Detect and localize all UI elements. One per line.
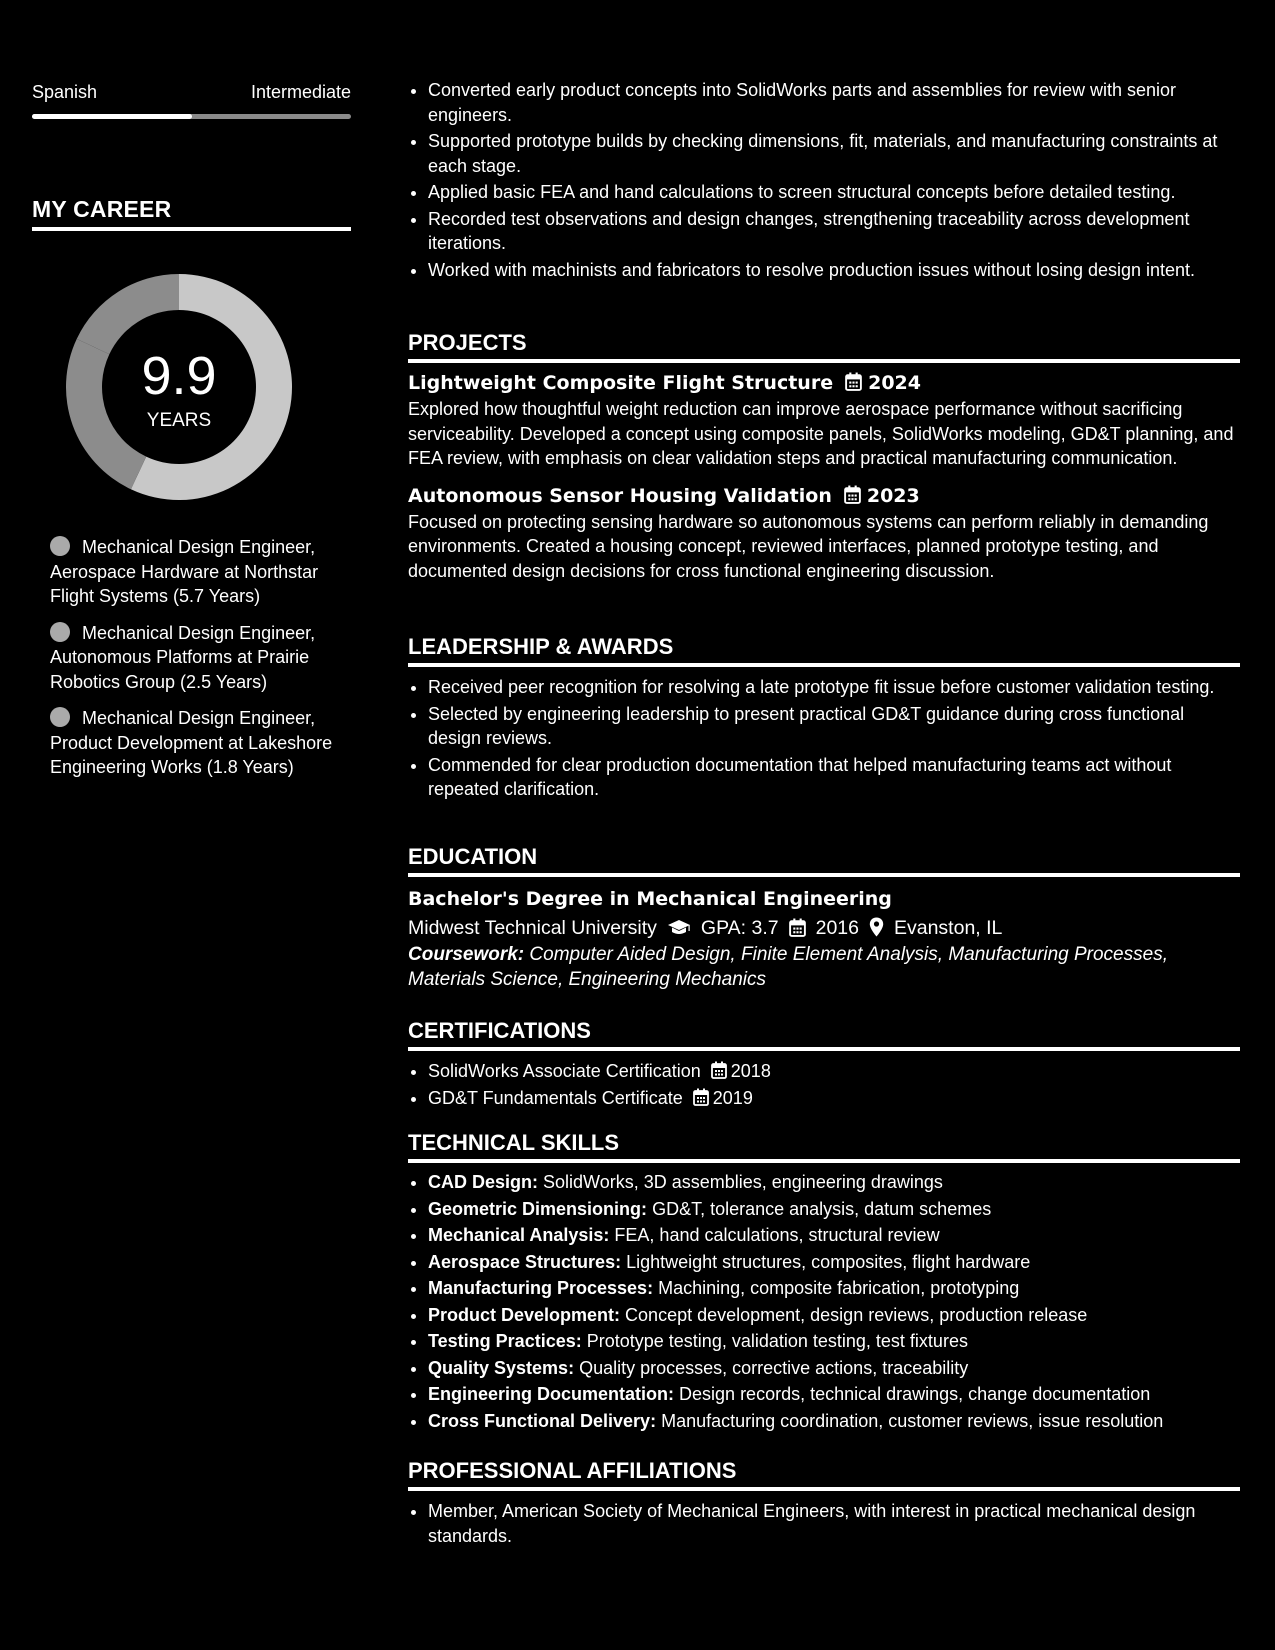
- coursework-text: Computer Aided Design, Finite Element Analysis, Manufacturing Processes, Materials Science, Engineering Mechanics: [408, 944, 1168, 990]
- career-item-text: Mechanical Design Engineer, Product Development at Lakeshore Engineering Works (1.8 Years): [50, 708, 333, 777]
- skill-value: SolidWorks, 3D assemblies, engineering drawings: [543, 1172, 943, 1192]
- skills-heading: TECHNICAL SKILLS: [408, 1130, 620, 1155]
- calendar-icon: [844, 485, 861, 504]
- skills-section: [408, 1130, 1240, 1435]
- skill-label: Geometric Dimensioning:: [428, 1198, 648, 1219]
- skill-value: Machining, composite fabrication, prototyping: [658, 1278, 1020, 1298]
- certification-item: [428, 1059, 1240, 1084]
- education-location: Evanston, IL: [893, 917, 1003, 939]
- skill-value: Manufacturing coordination, customer reviews, issue resolution: [661, 1410, 1164, 1431]
- leadership-item: • Received peer recognition for resolving a late prototype fit issue before customer validation testing.: [428, 675, 1240, 700]
- certifications-section: [408, 1018, 1240, 1112]
- coursework: [408, 943, 1240, 992]
- leadership-item: • Commended for clear production documentation that helped manufacturing teams act without repeated clarification.: [428, 753, 1240, 802]
- skill-item: [428, 1382, 1240, 1407]
- project-description: Focused on protecting sensing hardware so autonomous systems can perform reliably in demanding environments. Created a housing concept, reviewed interfaces, planned prototype testing, and documented design decisions for cross functional engineering discussion.: [408, 511, 1209, 581]
- skill-label: Testing Practices:: [428, 1331, 582, 1351]
- career-item-text: Mechanical Design Engineer, Autonomous Platforms at Prairie Robotics Group (2.5 Years): [50, 622, 316, 692]
- skill-item: [428, 1276, 1240, 1301]
- affiliations-list: [408, 1499, 1240, 1548]
- projects-section: [408, 330, 1240, 583]
- certification-year: 2018: [730, 1061, 771, 1081]
- calendar-icon: [845, 372, 862, 391]
- experience-bullet: • Applied basic FEA and hand calculations to screen structural concepts before detailed testing.: [428, 180, 1240, 205]
- map-pin-icon: [869, 917, 884, 937]
- language-name: Spanish: [32, 82, 98, 102]
- skill-label: Engineering Documentation:: [428, 1384, 675, 1404]
- projects-heading: PROJECTS: [408, 330, 527, 355]
- calendar-icon: [789, 918, 806, 937]
- skill-value: Quality processes, corrective actions, traceability: [579, 1357, 969, 1378]
- skill-label: CAD Design:: [428, 1172, 539, 1192]
- experience-bullet: • Converted early product concepts into SolidWorks parts and assemblies for review with senior engineers.: [428, 78, 1240, 127]
- career-dot-icon: [50, 622, 70, 642]
- career-total-unit: YEARS: [146, 410, 212, 431]
- section-rule: [408, 1159, 1240, 1163]
- career-heading-rule: [32, 227, 351, 231]
- skill-item: [428, 1356, 1240, 1381]
- skills-list: [408, 1170, 1240, 1433]
- career-dot-icon: [50, 707, 70, 727]
- skill-item: [428, 1329, 1240, 1354]
- affiliation-item: • Member, American Society of Mechanical Engineers, with interest in practical mechanical design standards.: [428, 1499, 1240, 1548]
- education-section: [408, 844, 1240, 992]
- certifications-list: [408, 1059, 1240, 1110]
- career-item: [50, 535, 340, 609]
- career-item: [50, 706, 340, 780]
- certification-item: [428, 1086, 1240, 1111]
- career-donut-segment: [77, 274, 179, 354]
- skill-label: Quality Systems:: [428, 1357, 575, 1378]
- gpa: GPA: 3.7: [700, 917, 779, 939]
- skill-value: Design records, technical drawings, change documentation: [679, 1384, 1151, 1404]
- certifications-heading: CERTIFICATIONS: [408, 1018, 591, 1043]
- language-proficiency-fill: [32, 114, 192, 119]
- skill-value: GD&T, tolerance analysis, datum schemes: [652, 1198, 992, 1219]
- main-content: [380, 0, 1275, 1650]
- skill-value: Prototype testing, validation testing, test fixtures: [586, 1331, 968, 1351]
- leadership-heading: LEADERSHIP & AWARDS: [408, 634, 674, 659]
- leadership-section: [408, 634, 1240, 804]
- project-title-line: [408, 369, 1240, 397]
- career-heading: MY CAREER: [32, 196, 172, 222]
- skill-item: [428, 1170, 1240, 1195]
- certification-name: SolidWorks Associate Certification: [428, 1061, 701, 1081]
- education-heading: EDUCATION: [408, 844, 538, 869]
- project-title-line: [408, 482, 1240, 510]
- skill-label: Cross Functional Delivery:: [428, 1410, 657, 1431]
- skill-label: Product Development:: [428, 1304, 621, 1325]
- skill-label: Aerospace Structures:: [428, 1251, 622, 1272]
- sidebar: [0, 0, 380, 1650]
- experience-bullet: • Supported prototype builds by checking dimensions, fit, materials, and manufacturing constraints at each stage.: [428, 129, 1240, 178]
- section-rule: [408, 1487, 1240, 1491]
- skill-item: [428, 1197, 1240, 1222]
- career-list: [50, 535, 340, 792]
- language-proficiency-bar: [32, 114, 351, 119]
- skill-item: [428, 1250, 1240, 1275]
- education-details: [408, 913, 1240, 943]
- project-title: Autonomous Sensor Housing Validation: [408, 484, 832, 507]
- section-rule: [408, 663, 1240, 667]
- skill-value: FEA, hand calculations, structural review: [614, 1225, 940, 1245]
- calendar-icon: [693, 1088, 709, 1106]
- experience-section: [408, 78, 1240, 284]
- language-level: Intermediate: [250, 82, 351, 102]
- experience-bullet: • Recorded test observations and design changes, strengthening traceability across development iterations.: [428, 207, 1240, 256]
- affiliations-section: [408, 1458, 1240, 1550]
- project-description: Explored how thoughtful weight reduction can improve aerospace performance without sacrificing serviceability. Developed a concept using composite panels, SolidWorks modeling, GD&T planning, and FEA review, with emphasis on clear validation steps and practical manufacturing communication.: [408, 399, 1234, 468]
- school-name: Midwest Technical University: [408, 917, 657, 939]
- section-rule: [408, 359, 1240, 363]
- graduation-year: 2016: [815, 917, 859, 939]
- certification-year: 2019: [712, 1087, 753, 1108]
- leadership-item: • Selected by engineering leadership to present practical GD&T guidance during cross functional design reviews.: [428, 702, 1240, 751]
- skill-value: Lightweight structures, composites, flight hardware: [626, 1251, 1031, 1272]
- skill-item: [428, 1223, 1240, 1248]
- career-total-value: 9.9: [141, 346, 217, 406]
- section-rule: [408, 873, 1240, 877]
- project-item: [408, 482, 1240, 584]
- coursework-label: Coursework:: [408, 944, 525, 965]
- skill-label: Manufacturing Processes:: [428, 1278, 654, 1298]
- career-item: [50, 621, 340, 695]
- affiliations-heading: PROFESSIONAL AFFILIATIONS: [408, 1458, 737, 1483]
- skill-label: Mechanical Analysis:: [428, 1225, 610, 1245]
- project-item: [408, 369, 1240, 471]
- project-year: 2024: [868, 372, 921, 394]
- skill-item: [428, 1303, 1240, 1328]
- calendar-icon: [711, 1061, 727, 1079]
- skill-value: Concept development, design reviews, production release: [625, 1304, 1088, 1325]
- career-dot-icon: [50, 536, 70, 556]
- project-title: Lightweight Composite Flight Structure: [408, 372, 834, 394]
- certification-name: GD&T Fundamentals Certificate: [428, 1087, 683, 1108]
- career-item-text: Mechanical Design Engineer, Aerospace Hardware at Northstar Flight Systems (5.7 Years): [50, 537, 319, 606]
- graduation-cap-icon: [667, 919, 691, 937]
- degree-title: Bachelor's Degree in Mechanical Engineering: [408, 888, 892, 910]
- experience-bullet: • Worked with machinists and fabricators to resolve production issues without losing design intent.: [428, 258, 1240, 283]
- experience-bullets: [408, 78, 1240, 282]
- section-rule: [408, 1047, 1240, 1051]
- leadership-list: [408, 675, 1240, 802]
- project-year: 2023: [866, 484, 920, 507]
- skill-item: [428, 1409, 1240, 1434]
